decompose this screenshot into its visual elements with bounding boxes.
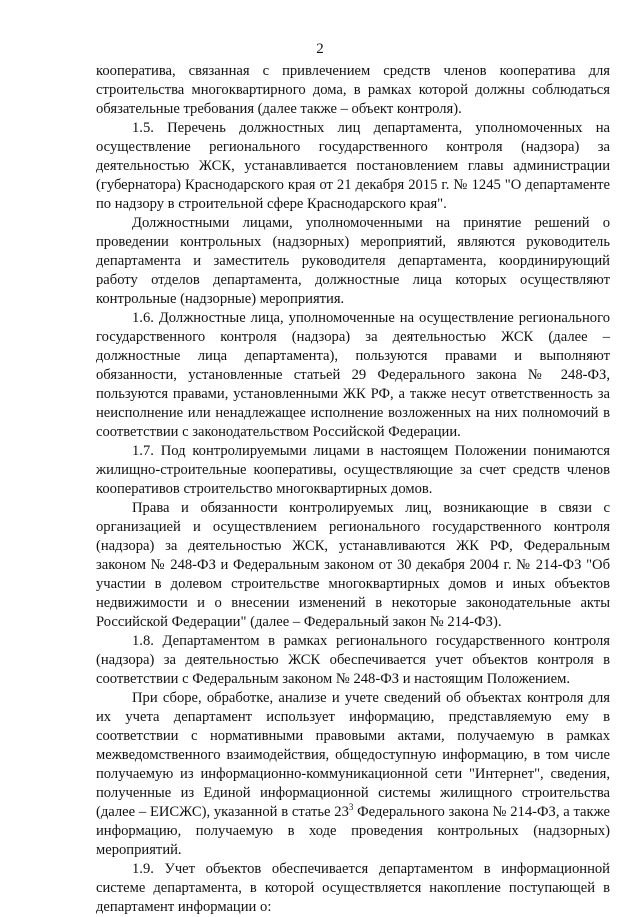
paragraph: кооператива, связанная с привлечением средств членов кооператива для строительства многоквартирного дома, в рамках которой должны соблюдаться обязательные требования (далее также – объект контроля). [96, 63, 610, 117]
paragraph: Права и обязанности контролируемых лиц, возникающие в связи с организацией и осуществлением регионального государственного контроля (надзора) за деятельностью ЖСК, устанавливаются ЖК РФ, Федеральным законом № 248-ФЗ и Федеральным законом от 30 декабря 2004 г. № 214-ФЗ "Об участии в долевом строительстве многоквартирных домов и иных объектов недвижимости и о внесении изменений в некоторые законодательные акты Российской Федерации" (далее – Федеральный закон № 214-ФЗ). [96, 500, 610, 630]
document-body [96, 62, 610, 917]
paragraph-text: При сборе, обработке, анализе и учете сведений об объектах контроля для их учета департамент использует информацию, представляемую ему в соответствии с нормативными правовыми актами, получаемую в рамках межведомственного взаимодействия, общедоступную информацию, в том числе получаемую из информационно-коммуникационной сети "Интернет", сведения, полученные из Единой информационной системы жилищного строительства (далее – ЕИСЖС), указанной в статье 23 [96, 690, 610, 820]
paragraph [96, 689, 610, 860]
paragraph: 1.7. Под контролируемыми лицами в настоящем Положении понимаются жилищно-строительные кооперативы, осуществляющие за счет средств членов кооперативов строительство многоквартирных домов. [96, 443, 610, 497]
page-number: 2 [316, 41, 324, 57]
paragraph: 1.8. Департаментом в рамках регионального государственного контроля (надзора) за деятельностью ЖСК обеспечивается учет объектов контроля в соответствии с Федеральным законом № 248-ФЗ и настоящим Положением. [96, 633, 610, 687]
paragraph: 1.6. Должностные лица, уполномоченные на осуществление регионального государственного контроля (надзора) за деятельностью ЖСК (далее – должностные лица департамента), пользуются правами и выполняют обязанности, установленные статьей 29 Федерального закона № 248-ФЗ, пользуются правами, установленными ЖК РФ, а также несут ответственность за неисполнение или ненадлежащее исполнение возложенных на них полномочий в соответствии с законодательством Российской Федерации. [96, 310, 610, 440]
superscript: 3 [348, 802, 354, 813]
paragraph: Должностными лицами, уполномоченными на принятие решений о проведении контрольных (надзорных) мероприятий, являются руководитель департамента и заместитель руководителя департамента, координирующий работу отделов департамента, должностные лица которых осуществляют контрольные (надзорные) мероприятия. [96, 215, 610, 307]
paragraph: 1.5. Перечень должностных лиц департамента, уполномоченных на осуществление регионального государственного контроля (надзора) за деятельностью ЖСК, устанавливается постановлением главы администрации (губернатора) Краснодарского края от 21 декабря 2015 г. № 1245 "О департаменте по надзору в строительной сфере Краснодарского края". [96, 120, 610, 212]
paragraph-text-tail: Федерального закона № 214-ФЗ, а также информацию, получаемую в ходе проведения контрольных (надзорных) мероприятий. [96, 804, 610, 858]
paragraph: 1.9. Учет объектов обеспечивается департаментом в информационной системе департамента, в которой осуществляется накопление поступающей в департамент информации о: [96, 861, 610, 915]
